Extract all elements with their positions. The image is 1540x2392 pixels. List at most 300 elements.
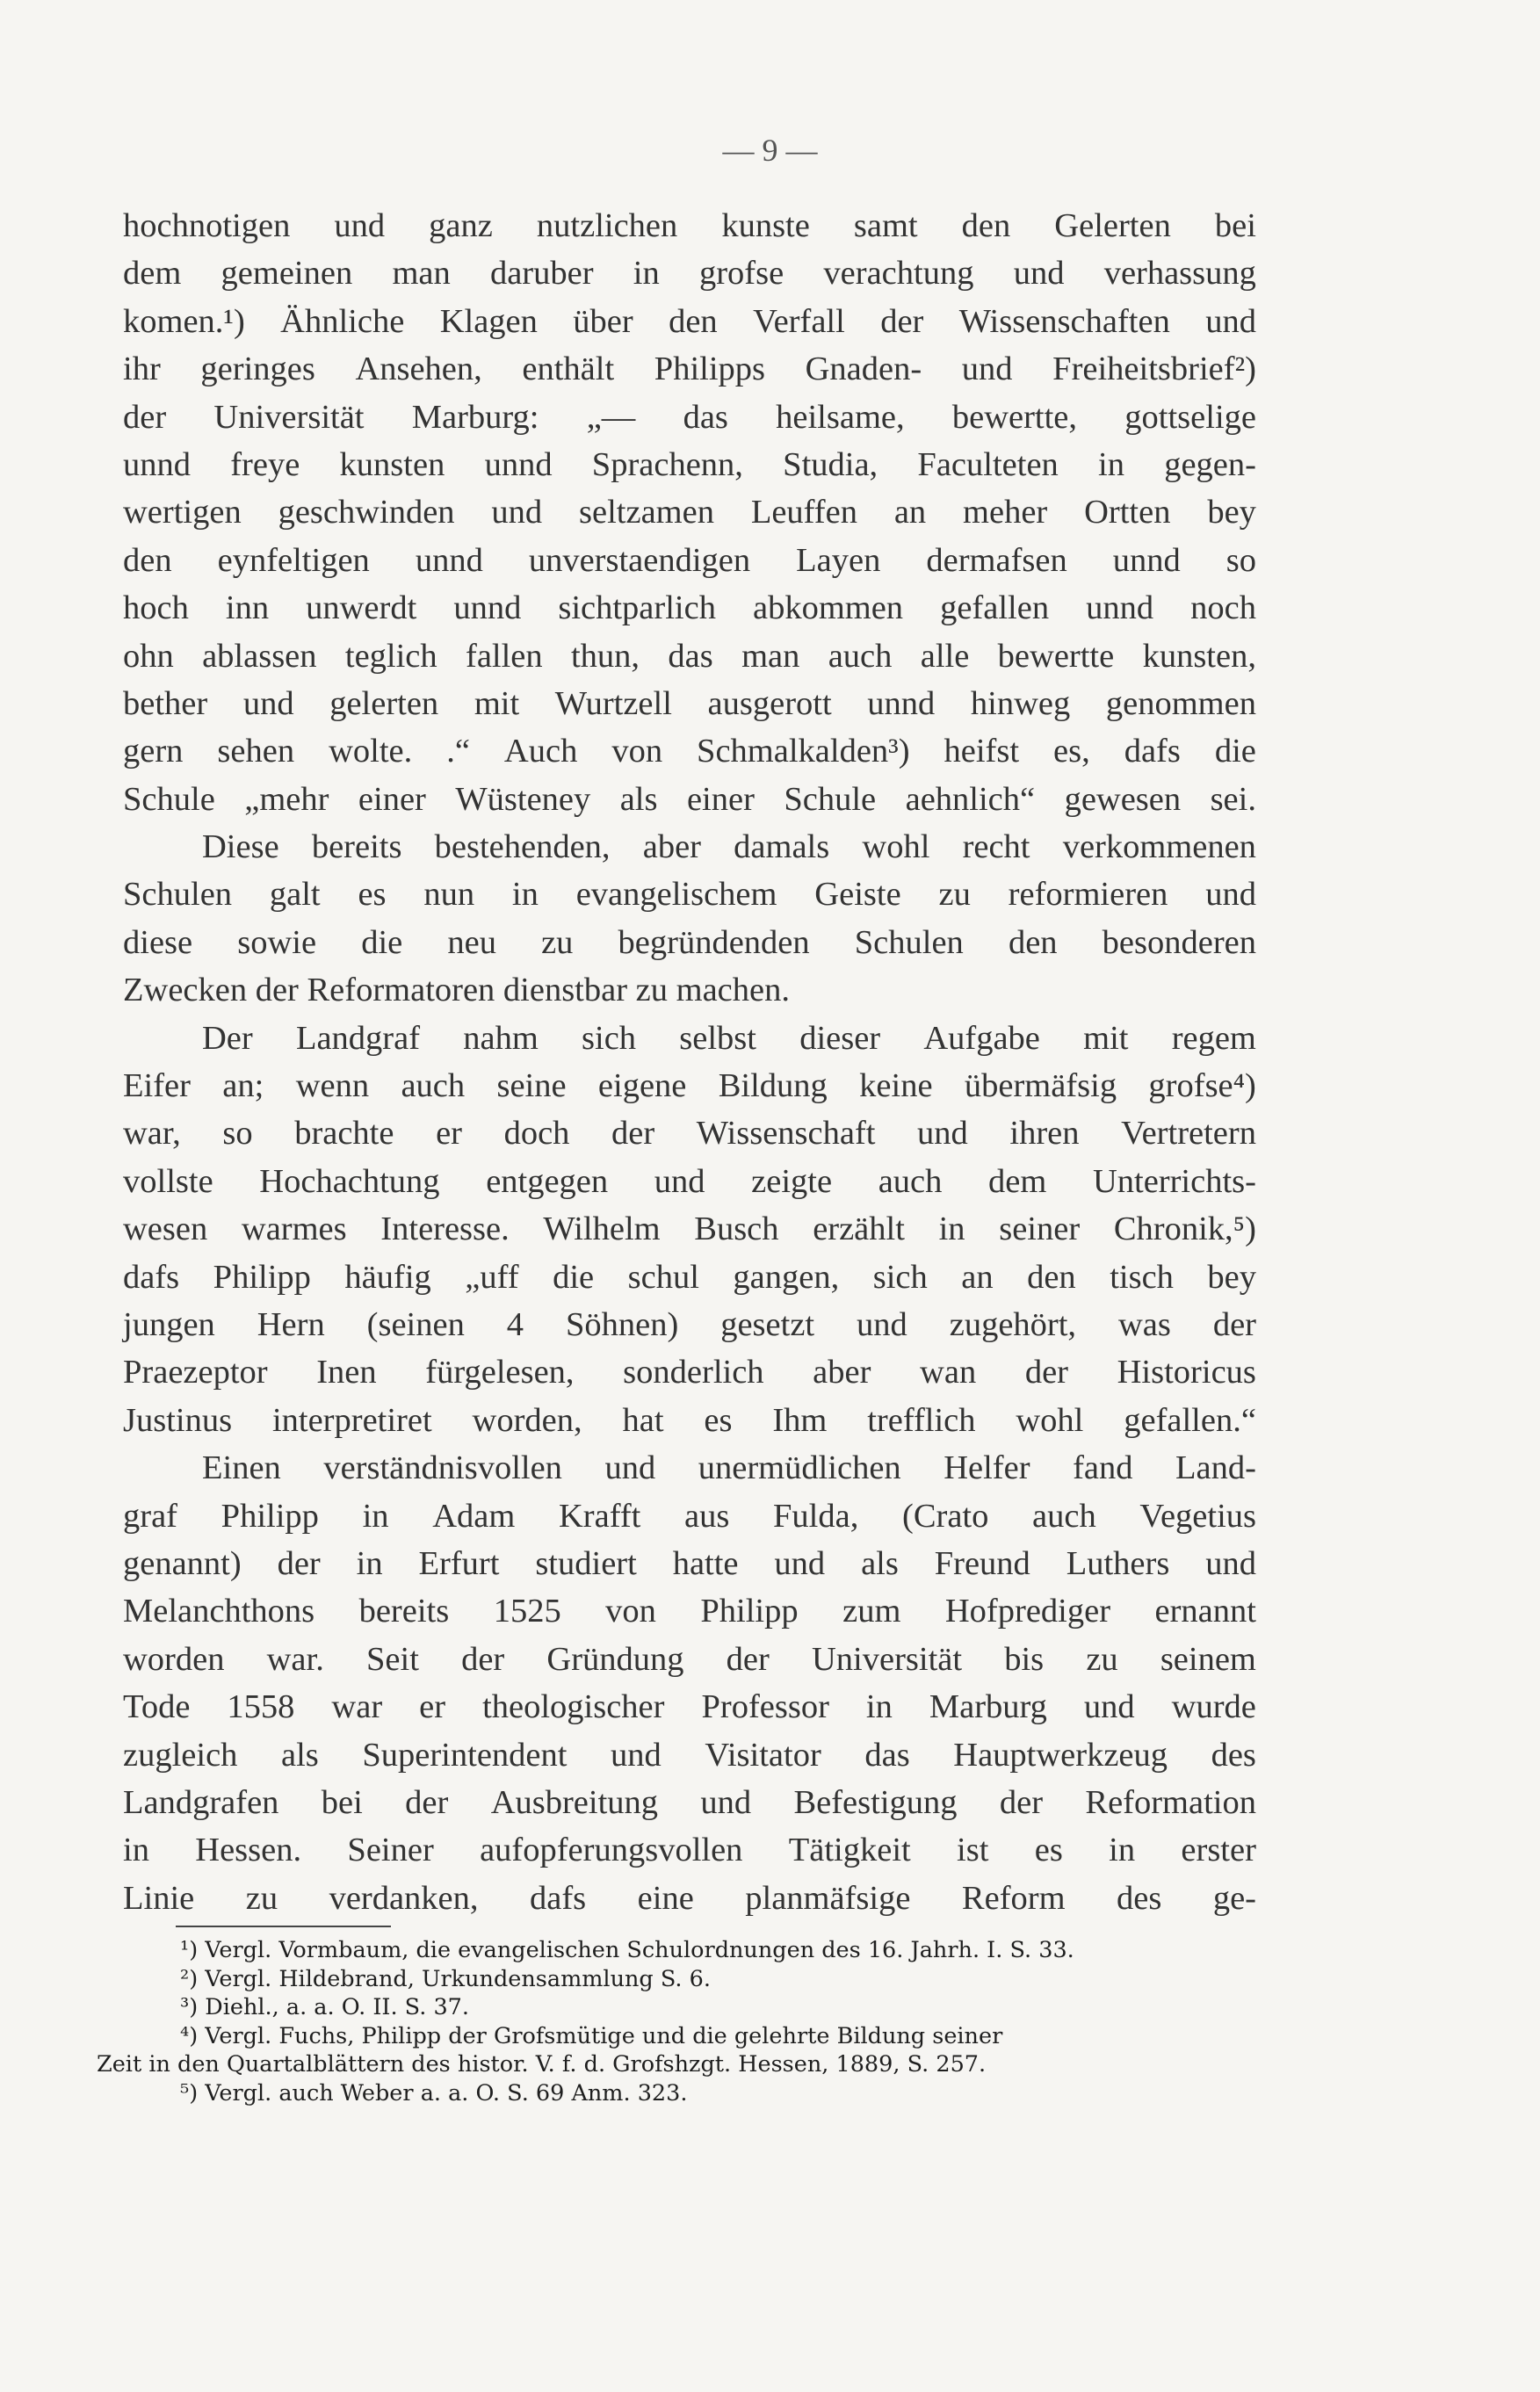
- text-line: [123, 1492, 1256, 1540]
- word: bether: [123, 684, 208, 722]
- text-line: [123, 680, 1256, 727]
- word: fürgelesen,: [425, 1354, 575, 1391]
- word: Freund: [934, 1544, 1030, 1582]
- word: Reform: [961, 1879, 1066, 1917]
- word: Sprachenn,: [591, 445, 743, 483]
- word: Wilhelm: [543, 1210, 661, 1248]
- page-number: — 9 —: [722, 133, 818, 168]
- word: interpretiret: [271, 1401, 432, 1439]
- word: es,: [1053, 733, 1090, 770]
- word: unnd: [867, 684, 936, 722]
- word: der: [1212, 1305, 1256, 1343]
- word: Hofprediger: [944, 1593, 1111, 1630]
- word: der: [999, 1783, 1044, 1821]
- text-line: [123, 1826, 1256, 1874]
- word: den: [961, 207, 1011, 244]
- word: Leuffen: [750, 494, 857, 531]
- word: meher: [963, 494, 1048, 531]
- word: Befestigung: [793, 1783, 958, 1821]
- word: Vertretern: [1121, 1115, 1256, 1153]
- word: Ansehen,: [355, 350, 482, 388]
- word: ohn: [123, 637, 174, 675]
- word: wan: [920, 1354, 977, 1391]
- word: gefallen: [940, 589, 1050, 627]
- text-line: [123, 1779, 1256, 1826]
- word: sowie: [237, 923, 317, 961]
- word: gangen,: [733, 1258, 840, 1296]
- word: man: [741, 637, 800, 675]
- word: bereits: [311, 828, 402, 866]
- footnote-4-continuation: Zeit in den Quartalblättern des histor. V. f. d. Grofshzgt. Hessen, 1889, S. 257.: [97, 2051, 987, 2078]
- word: Interesse.: [380, 1210, 510, 1248]
- word: den: [1027, 1258, 1076, 1296]
- word: den: [669, 302, 718, 340]
- word: an;: [222, 1067, 264, 1105]
- word: ihren: [1009, 1115, 1080, 1153]
- body-text: [123, 202, 1256, 1922]
- word: hat: [622, 1401, 664, 1439]
- word: Fulda,: [773, 1497, 859, 1535]
- word: das: [683, 398, 728, 436]
- word: Reformation: [1085, 1783, 1256, 1821]
- word: Inen: [316, 1354, 377, 1391]
- paragraph-end-line: Zwecken der Reformatoren dienstbar zu machen.: [123, 972, 790, 1009]
- word: unwerdt: [306, 589, 417, 627]
- word: begründenden: [618, 923, 810, 961]
- word: galt: [269, 876, 321, 914]
- word: und: [491, 494, 543, 531]
- word: Tätigkeit: [788, 1832, 911, 1869]
- word: gewesen: [1064, 780, 1182, 818]
- word: trefflich: [867, 1401, 976, 1439]
- word: in: [633, 255, 660, 293]
- word: Krafft: [558, 1497, 641, 1535]
- text-line: [123, 919, 1256, 966]
- word: gelerten: [329, 684, 439, 722]
- word: „—: [586, 398, 636, 436]
- word: Adam: [432, 1497, 516, 1535]
- word: unnd: [1086, 589, 1154, 627]
- word: noch: [1190, 589, 1256, 627]
- word: mit: [474, 684, 520, 722]
- word: den: [1008, 923, 1058, 961]
- paragraph-start-line: [123, 1015, 1256, 1062]
- word: reformieren: [1008, 876, 1168, 914]
- word: zu: [245, 1879, 278, 1917]
- word: evangelischem: [575, 876, 777, 914]
- word: wolte.: [329, 733, 413, 770]
- word: man: [392, 255, 451, 293]
- word: bei: [1214, 207, 1256, 244]
- word: Gelerten: [1054, 207, 1171, 244]
- word: auch: [828, 637, 893, 675]
- word: Auch: [503, 733, 578, 770]
- word: zu: [938, 876, 971, 914]
- word: eynfeltigen: [217, 541, 370, 579]
- word: Layen: [796, 541, 881, 579]
- word: in: [1098, 445, 1124, 483]
- footnote-5: ⁵) Vergl. auch Weber a. a. O. S. 69 Anm. 323.: [180, 2079, 688, 2107]
- word: verkommenen: [1062, 828, 1256, 866]
- word: Land-: [1175, 1449, 1256, 1487]
- word: bey: [1207, 494, 1256, 531]
- word: genannt): [123, 1544, 242, 1582]
- text-line: [123, 298, 1256, 345]
- word: Hochachtung: [259, 1162, 440, 1200]
- word: sehen: [217, 733, 295, 770]
- word: ihr: [123, 350, 161, 388]
- word: graf: [123, 1497, 177, 1535]
- text-line: [123, 776, 1256, 823]
- word: war: [331, 1688, 383, 1726]
- word: ganz: [429, 207, 493, 244]
- word: enthält: [522, 350, 615, 388]
- footnote-4: ⁴) Vergl. Fuchs, Philipp der Grofsmütige und die gelehrte Bildung seiner: [180, 2022, 1003, 2049]
- text-line: [123, 1254, 1256, 1301]
- word: Marburg: [929, 1688, 1047, 1726]
- word: gern: [123, 733, 184, 770]
- paragraph-start-line: [123, 1444, 1256, 1492]
- word: Philipps: [654, 350, 766, 388]
- word: Universität: [213, 398, 365, 436]
- word: unnd: [415, 541, 483, 579]
- word: dem: [988, 1162, 1047, 1200]
- word: auch: [1032, 1497, 1096, 1535]
- text-line: [123, 1301, 1256, 1348]
- text-line: [123, 394, 1256, 441]
- word: dermafsen: [926, 541, 1067, 579]
- word: Seiner: [347, 1832, 434, 1869]
- word: und: [917, 1115, 968, 1153]
- word: seltzamen: [579, 494, 714, 531]
- word: die: [553, 1258, 595, 1296]
- word: der: [880, 302, 924, 340]
- word: Tode: [123, 1688, 191, 1726]
- word: grofse: [698, 255, 784, 293]
- word: bis: [1004, 1640, 1045, 1678]
- word: gottselige: [1124, 398, 1256, 436]
- word: Helfer: [944, 1449, 1030, 1487]
- word: zeigte: [751, 1162, 833, 1200]
- word: der: [277, 1544, 321, 1582]
- word: in: [938, 1210, 965, 1248]
- word: Philipp: [213, 1258, 311, 1296]
- word: und: [242, 684, 294, 722]
- word: Freiheitsbrief²): [1052, 350, 1256, 388]
- text-line: [123, 249, 1256, 297]
- text-line: [123, 1109, 1256, 1157]
- word: an: [893, 494, 927, 531]
- word: bewertte,: [951, 398, 1078, 436]
- paragraph-start-line: [123, 823, 1256, 871]
- word: (seinen: [366, 1305, 465, 1343]
- word: unverstaendigen: [528, 541, 751, 579]
- word: verdanken,: [329, 1879, 479, 1917]
- word: und: [700, 1783, 752, 1821]
- word: unnd: [484, 445, 553, 483]
- word: es: [1034, 1832, 1063, 1869]
- word: Wissenschaft: [696, 1115, 876, 1153]
- word: das: [668, 637, 713, 675]
- word: Schulen: [854, 923, 964, 961]
- word: hinweg: [970, 684, 1071, 722]
- word: Schulen: [123, 876, 233, 914]
- word: Marburg:: [411, 398, 539, 436]
- word: heifst: [944, 733, 1020, 770]
- word: diese: [123, 923, 193, 961]
- word: sei.: [1210, 780, 1256, 818]
- word: teglich: [344, 637, 437, 675]
- word: Melanchthons: [123, 1593, 315, 1630]
- word: kunste: [721, 207, 810, 244]
- word: als: [281, 1736, 319, 1774]
- text-line: [123, 1348, 1256, 1396]
- word: Hern: [257, 1305, 325, 1343]
- word: Linie: [123, 1879, 195, 1917]
- word: Philipp: [221, 1497, 319, 1535]
- word: Ausbreitung: [490, 1783, 659, 1821]
- word: Faculteten: [917, 445, 1059, 483]
- word: Der: [202, 1019, 253, 1057]
- word: schul: [627, 1258, 699, 1296]
- word: Schule: [784, 780, 877, 818]
- word: ablassen: [202, 637, 317, 675]
- word: Studia,: [783, 445, 878, 483]
- word: Universität: [812, 1640, 963, 1678]
- word: Gnaden-: [805, 350, 922, 388]
- text-line: [123, 441, 1256, 488]
- word: Diese: [202, 828, 279, 866]
- word: zu: [1086, 1640, 1118, 1678]
- word: als: [861, 1544, 899, 1582]
- word: Professor: [701, 1688, 829, 1726]
- word: Landgrafen: [123, 1783, 279, 1821]
- word: und: [611, 1736, 662, 1774]
- word: verhassung: [1103, 255, 1256, 293]
- word: komen.¹): [123, 302, 245, 340]
- word: aus: [684, 1497, 730, 1535]
- word: Wurtzell: [554, 684, 672, 722]
- word: geschwinden: [278, 494, 455, 531]
- word: die: [361, 923, 403, 961]
- word: in: [1109, 1832, 1136, 1869]
- word: Luthers: [1066, 1544, 1170, 1582]
- word: dafs: [530, 1879, 587, 1917]
- word: und: [961, 350, 1013, 388]
- word: daruber: [489, 255, 594, 293]
- word: Klagen: [439, 302, 538, 340]
- word: abkommen: [752, 589, 904, 627]
- word: Philipp: [700, 1593, 799, 1630]
- word: sich: [872, 1258, 928, 1296]
- word: erzählt: [813, 1210, 905, 1248]
- word: besonderen: [1102, 923, 1256, 961]
- word: keine: [859, 1067, 933, 1105]
- text-line: [123, 1397, 1256, 1444]
- word: ernannt: [1154, 1593, 1256, 1630]
- footnote-2: ²) Vergl. Hildebrand, Urkundensammlung S. 6.: [180, 1965, 711, 1992]
- word: einer: [686, 780, 755, 818]
- word: sonderlich: [623, 1354, 764, 1391]
- word: einer: [358, 780, 426, 818]
- word: neu: [447, 923, 496, 961]
- word: wohl: [862, 828, 930, 866]
- word: er: [419, 1688, 446, 1726]
- word: Superintendent: [362, 1736, 568, 1774]
- word: häufig: [344, 1258, 431, 1296]
- word: es: [358, 876, 387, 914]
- word: übermäfsig: [964, 1067, 1117, 1105]
- word: Aufgabe: [923, 1019, 1040, 1057]
- word: unnd: [453, 589, 522, 627]
- word: unermüdlichen: [698, 1449, 901, 1487]
- word: hoch: [123, 589, 189, 627]
- word: der: [123, 398, 167, 436]
- text-line: [123, 584, 1256, 632]
- word: dieser: [799, 1019, 881, 1057]
- word: aber: [642, 828, 701, 866]
- word: entgegen: [486, 1162, 609, 1200]
- word: in: [362, 1497, 389, 1535]
- word: fand: [1073, 1449, 1133, 1487]
- word: worden: [123, 1640, 225, 1678]
- word: planmäfsige: [745, 1879, 911, 1917]
- word: was: [1118, 1305, 1171, 1343]
- word: den: [123, 541, 172, 579]
- word: des: [1117, 1879, 1162, 1917]
- word: Gründung: [546, 1640, 684, 1678]
- word: nun: [423, 876, 475, 914]
- word: so: [1225, 541, 1256, 579]
- word: .“: [446, 733, 470, 770]
- word: von: [605, 1593, 656, 1630]
- word: Landgraf: [295, 1019, 421, 1057]
- word: Vegetius: [1139, 1497, 1256, 1535]
- word: unnd: [1112, 541, 1181, 579]
- word: selbst: [679, 1019, 756, 1057]
- word: und: [774, 1544, 826, 1582]
- word: Erfurt: [418, 1544, 500, 1582]
- word: 4: [506, 1305, 524, 1343]
- word: gegen-: [1164, 445, 1256, 483]
- word: hochnotigen: [123, 207, 291, 244]
- word: und: [654, 1162, 705, 1200]
- word: Wüsteney: [455, 780, 591, 818]
- word: und: [1205, 1544, 1256, 1582]
- word: auch: [878, 1162, 943, 1200]
- word: vollste: [123, 1162, 213, 1200]
- word: Ihm: [772, 1401, 828, 1439]
- word: Visitator: [705, 1736, 821, 1774]
- word: samt: [853, 207, 918, 244]
- word: warmes: [241, 1210, 347, 1248]
- word: und: [604, 1449, 656, 1487]
- word: Ortten: [1084, 494, 1171, 531]
- word: seinem: [1160, 1640, 1256, 1678]
- word: Bildung: [718, 1067, 828, 1105]
- word: Seit: [366, 1640, 419, 1678]
- word: thun,: [570, 637, 640, 675]
- word: seine: [496, 1067, 567, 1105]
- word: die: [1214, 733, 1256, 770]
- word: eine: [637, 1879, 694, 1917]
- word: eigene: [597, 1067, 687, 1105]
- word: dafs: [1124, 733, 1181, 770]
- word: heilsame,: [776, 398, 905, 436]
- word: „mehr: [244, 780, 329, 818]
- word: brachte: [294, 1115, 394, 1153]
- word: genommen: [1105, 684, 1256, 722]
- word: Verfall: [753, 302, 845, 340]
- word: sich: [582, 1019, 637, 1057]
- word: kunsten,: [1142, 637, 1256, 675]
- text-line: [123, 202, 1256, 249]
- word: tisch: [1110, 1258, 1174, 1296]
- word: erster: [1181, 1832, 1256, 1869]
- word: aber: [813, 1354, 871, 1391]
- word: gemeinen: [221, 255, 353, 293]
- text-line: [123, 1158, 1256, 1205]
- text-line: [123, 1731, 1256, 1779]
- word: ist: [957, 1832, 989, 1869]
- word: gefallen.“: [1124, 1401, 1256, 1439]
- word: Busch: [694, 1210, 779, 1248]
- word: Einen: [202, 1449, 281, 1487]
- word: zugleich: [123, 1736, 238, 1774]
- word: Schule: [123, 780, 215, 818]
- word: wurde: [1171, 1688, 1256, 1726]
- word: zum: [842, 1593, 901, 1630]
- word: und: [857, 1305, 907, 1343]
- word: freye: [230, 445, 300, 483]
- word: Ähnliche: [280, 302, 405, 340]
- word: und: [1205, 876, 1256, 914]
- word: 1558: [227, 1688, 295, 1726]
- word: Wissenschaften: [958, 302, 1170, 340]
- word: wohl: [1016, 1401, 1084, 1439]
- word: Söhnen): [565, 1305, 679, 1343]
- footnote-3: ³) Diehl., a. a. O. II. S. 37.: [180, 1994, 469, 2020]
- word: regem: [1171, 1019, 1256, 1057]
- word: hatte: [672, 1544, 739, 1582]
- word: zugehört,: [949, 1305, 1077, 1343]
- word: Justinus: [123, 1401, 233, 1439]
- text-line: [123, 537, 1256, 584]
- word: und: [1205, 302, 1256, 340]
- word: inn: [225, 589, 270, 627]
- word: seiner: [999, 1210, 1081, 1248]
- word: bewertte: [997, 637, 1115, 675]
- word: bereits: [358, 1593, 450, 1630]
- word: war.: [266, 1640, 324, 1678]
- word: und: [1083, 1688, 1135, 1726]
- footnote-separator: [176, 1926, 391, 1927]
- word: alle: [920, 637, 970, 675]
- word: nutzlichen: [536, 207, 678, 244]
- word: so: [222, 1115, 253, 1153]
- word: Chronik,⁵): [1113, 1210, 1256, 1248]
- word: Schmalkalden³): [697, 733, 910, 770]
- word: geringes: [200, 350, 315, 388]
- word: ge-: [1212, 1879, 1256, 1917]
- word: in: [865, 1688, 893, 1726]
- word: worden,: [472, 1401, 582, 1439]
- word: es: [704, 1401, 733, 1439]
- word: verständnisvollen: [323, 1449, 562, 1487]
- word: grofse⁴): [1148, 1067, 1256, 1105]
- word: auch: [401, 1067, 466, 1105]
- word: zu: [541, 923, 574, 961]
